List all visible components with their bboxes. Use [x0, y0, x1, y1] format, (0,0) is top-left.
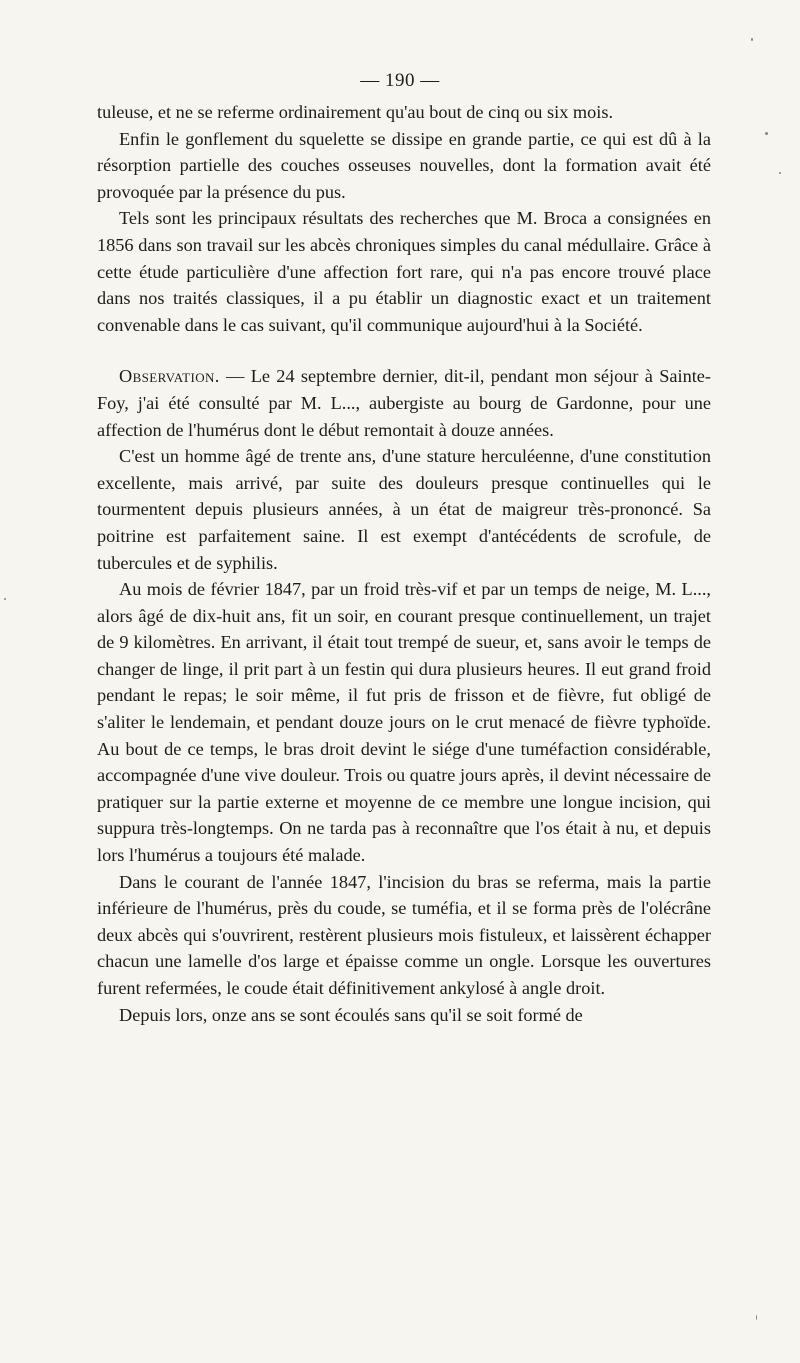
paragraph: Tels sont les principaux résultats des recherches que M. Broca a consignées en 1856 dans son travail sur les abcès chroniques simples du canal médullaire. Grâce à cette étude particulière d'une affection fort rare, qui n'a pas encore trouvé place dans nos traités classiques, il a pu établir un diagnostic exact et un traitement convenable dans le cas suivant, qu'il communique aujourd'hui à la Société.	[97, 208, 711, 335]
paragraph: Depuis lors, onze ans se sont écoulés sans qu'il se soit formé de	[119, 1004, 583, 1025]
observation-paragraph	[97, 363, 711, 443]
body-text	[97, 99, 711, 1028]
paper-speck	[779, 172, 781, 174]
observation-label: Observation.	[119, 366, 220, 387]
page-number: — 190 —	[360, 70, 440, 91]
paper-speck	[765, 132, 768, 135]
paper-speck	[756, 1315, 757, 1320]
paragraph: C'est un homme âgé de trente ans, d'une stature herculéenne, d'une constitution excellente, mais arrivé, par suite des douleurs presque continuelles qui le tourmentent depuis plusieurs années, à un état de maigreur très-prononcé. Sa poitrine est parfaitement saine. Il est exempt d'antécédents de scrofule, de tubercules et de syphilis.	[97, 446, 711, 573]
paragraph: Au mois de février 1847, par un froid très-vif et par un temps de neige, M. L..., alors âgé de dix-huit ans, fit un soir, en courant presque continuellement, un trajet de 9 kilomètres. En arrivant, il était tout trempé de sueur, et, sans avoir le temps de changer de linge, il prit part à un festin qui dura plusieurs heures. Il eut grand froid pendant le repas; le soir même, il fut pris de frisson et de fièvre, fut obligé de s'aliter le lendemain, et pendant douze jours on le crut menacé de fièvre typhoïde. Au bout de ce temps, le bras droit devint le siége d'une tuméfaction considérable, accompagnée d'une vive douleur. Trois ou quatre jours après, il devint nécessaire de pratiquer sur la partie externe et moyenne de ce membre une longue incision, qui suppura très-longtemps. On ne tarda pas à reconnaître que l'os était à nu, et depuis lors l'humérus a toujours été malade.	[97, 579, 711, 866]
paragraph: Dans le courant de l'année 1847, l'incision du bras se referma, mais la partie inférieure de l'humérus, près du coude, se tuméfia, et il se forma près de l'olécrâne deux abcès qui s'ouvrirent, restèrent plusieurs mois fistuleux, et laissèrent échapper chacun une lamelle d'os large et épaisse comme un ongle. Lorsque les ouvertures furent refermées, le coude était définitivement ankylosé à angle droit.	[97, 871, 711, 998]
paper-speck	[751, 38, 753, 41]
observation-text: — Le 24 septembre dernier, dit-il, pendant mon séjour à Sainte-Foy, j'ai été consulté par M. L..., aubergiste au bourg de Gardonne, pour une affection de l'humérus dont le début remontait à douze années.	[97, 366, 711, 440]
paragraph-continuation: tuleuse, et ne se referme ordinairement qu'au bout de cinq ou six mois.	[97, 102, 614, 122]
paper-speck	[4, 598, 6, 600]
paragraph: Enfin le gonflement du squelette se dissipe en grande partie, ce qui est dû à la résorption partielle des couches osseuses nouvelles, dont la formation avait été provoquée par la présence du pus.	[97, 128, 711, 202]
